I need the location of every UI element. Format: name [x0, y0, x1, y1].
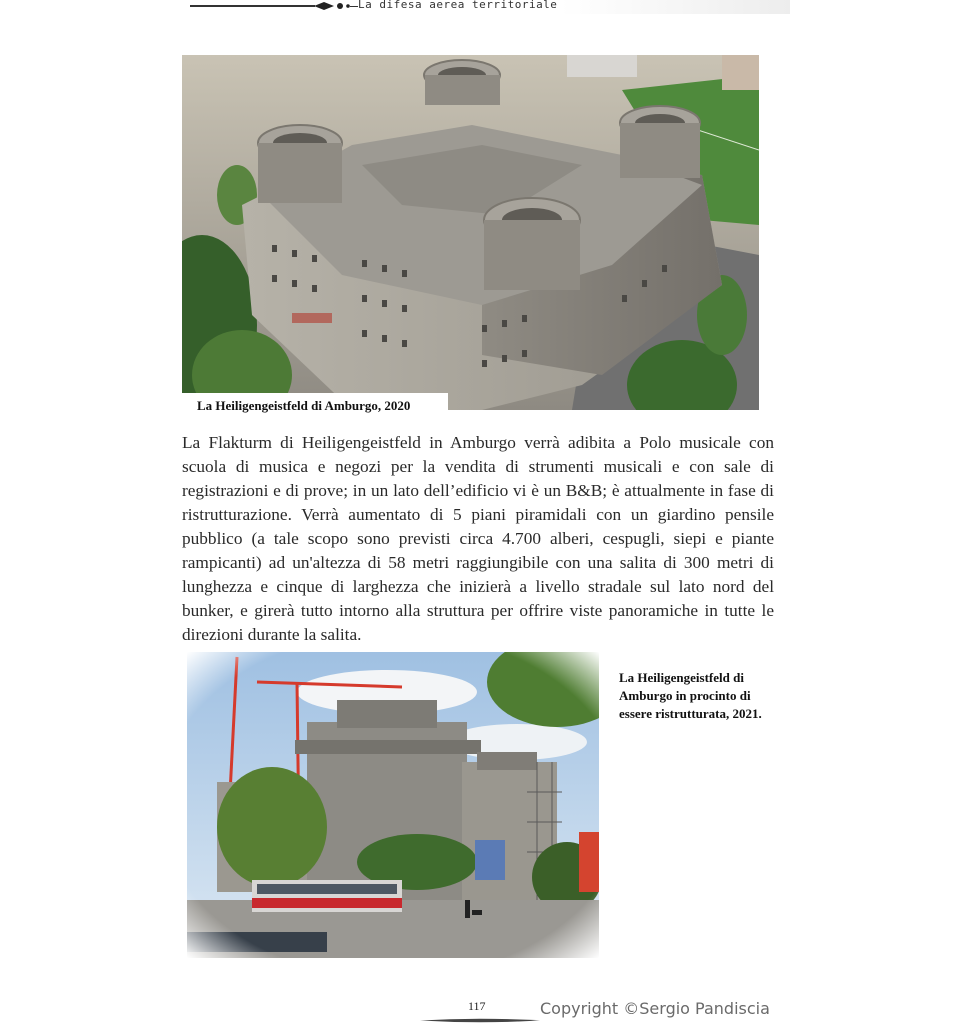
- caption-line: Amburgo in procinto di: [619, 688, 751, 703]
- copyright-notice: Copyright ©Sergio Pandiscia: [540, 999, 770, 1018]
- aerial-photo: [182, 55, 759, 410]
- figure-caption: La Heiligengeistfeld di Amburgo, 2020: [197, 398, 411, 413]
- header-shadow: [560, 0, 790, 14]
- header-rule: [190, 5, 315, 7]
- footer-ornament: [420, 1017, 540, 1024]
- page-number: 117: [468, 999, 486, 1013]
- renovation-photo: [187, 652, 599, 958]
- header-rule-short: [350, 6, 358, 7]
- caption-line: La Heiligengeistfeld di: [619, 670, 744, 685]
- body-paragraph: La Flakturm di Heiligengeistfeld in Amburgo verrà adibita a Polo musicale con scuola di musica e negozi per la vendita di strumenti musicali e con sale di registrazioni e di prove; in un lato dell’edificio vi è un B&B; è attualmente in fase di ristrutturazione. Verrà aumentato di 5 piani piramidali con un giardino pensile pubblico (a tale scopo sono previsti circa 4.700 alberi, cespugli, siepi e piante rampicanti) ad un'altezza di 58 metri raggiungibile con una salita di 300 metri di lunghezza e cinque di larghezza che inizierà a livello stradale sul lato nord del bunker, e girerà tutto intorno alla struttura per offrire viste panoramiche in tutte le direzioni durante la salita.: [182, 433, 774, 644]
- figure-caption-2: [619, 669, 789, 723]
- caption-line: essere ristrutturata, 2021.: [619, 706, 762, 721]
- header-ornament-icon: [312, 0, 352, 13]
- running-header: La difesa aerea territoriale: [358, 0, 558, 11]
